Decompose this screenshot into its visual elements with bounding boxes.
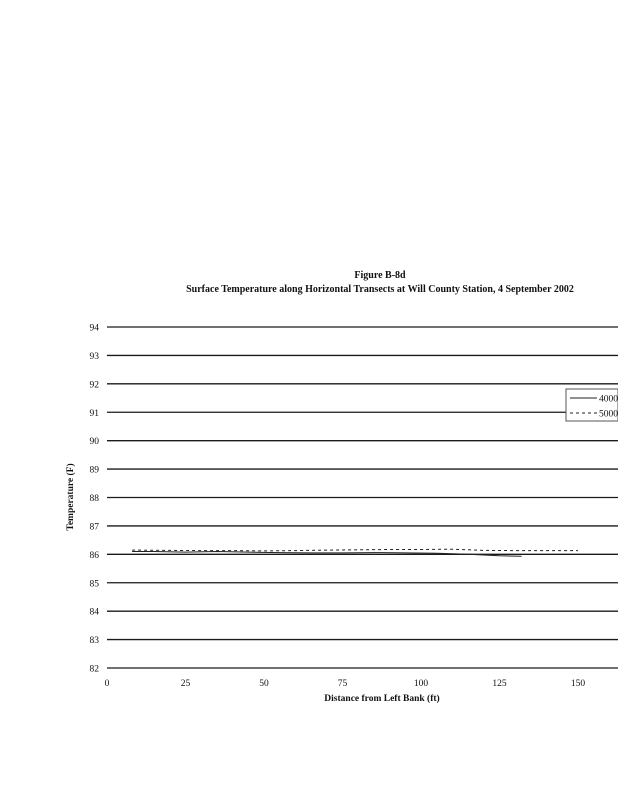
y-tick-label-89: 89 <box>89 465 99 476</box>
x-tick-label-100: 100 <box>413 679 429 689</box>
y-tick-label-87: 87 <box>89 522 99 533</box>
y-tick-label-84: 84 <box>89 607 99 618</box>
x-tick-label-25: 25 <box>180 679 191 689</box>
y-tick-label-93: 93 <box>89 351 99 362</box>
x-axis-label: Distance from Left Bank (ft) <box>324 694 440 704</box>
y-axis-label: Temperature (F) <box>66 463 76 531</box>
y-tick-label-86: 86 <box>89 550 99 561</box>
y-tick-label-83: 83 <box>89 636 99 647</box>
x-tick-label-0: 0 <box>104 679 110 689</box>
chart-subtitle: Surface Temperature along Horizontal Transects at Will County Station, 4 September 2002 <box>186 284 574 295</box>
y-tick-label-94: 94 <box>89 323 99 334</box>
legend-label-5000: 5000 <box>599 409 618 420</box>
x-tick-label-125: 125 <box>492 679 507 689</box>
x-tick-label-150: 150 <box>570 679 586 689</box>
chart-title: Figure B-8d <box>354 270 406 281</box>
x-tick-label-75: 75 <box>337 679 348 689</box>
y-tick-label-90: 90 <box>89 437 99 448</box>
y-tick-label-92: 92 <box>89 380 99 391</box>
y-tick-label-91: 91 <box>89 408 99 419</box>
y-tick-label-88: 88 <box>89 494 99 504</box>
y-tick-label-82: 82 <box>89 664 99 675</box>
legend-label-4000: 4000 <box>599 394 618 405</box>
series-line-5000 <box>132 549 578 551</box>
y-tick-label-85: 85 <box>89 579 99 590</box>
x-tick-label-50: 50 <box>259 679 269 689</box>
